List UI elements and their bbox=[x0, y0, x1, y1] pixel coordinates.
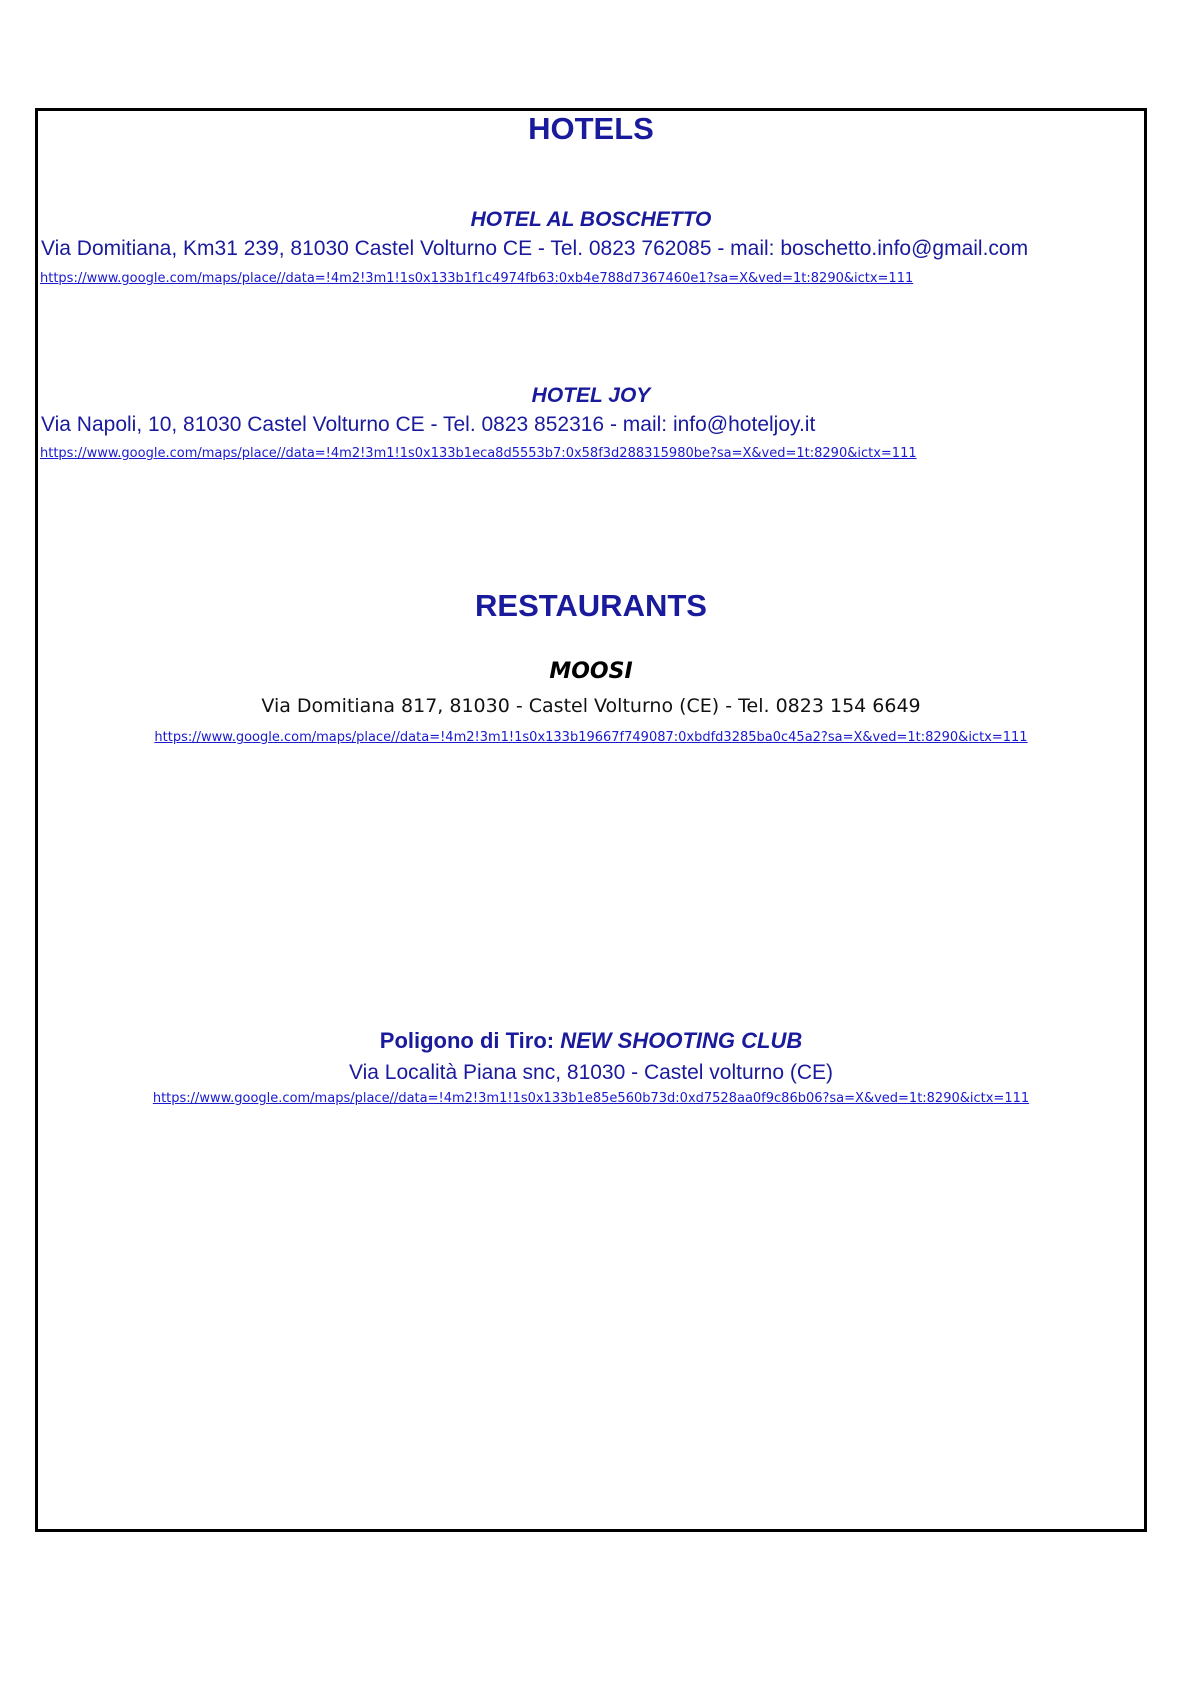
hotel-joy-name: HOTEL JOY bbox=[531, 384, 651, 407]
hotel-boschetto-name: HOTEL AL BOSCHETTO bbox=[470, 208, 712, 231]
restaurant-moosi-map-link[interactable]: https://www.google.com/maps/place//data=!4m2!3m1!1s0x133b19667f749087:0xbdfd3285ba0c45a2?sa=X&ved=1t:8290&ictx=111 bbox=[154, 730, 1028, 745]
restaurant-moosi-address: Via Domitiana 817, 81030 - Castel Volturno (CE) - Tel. 0823 154 6649 bbox=[261, 695, 921, 717]
shooting-club-title bbox=[38, 1030, 1144, 1052]
shooting-club-map-link[interactable]: https://www.google.com/maps/place//data=!4m2!3m1!1s0x133b1e85e560b73d:0xd7528aa0f9c86b06?sa=X&ved=1t:8290&ictx=111 bbox=[152, 1091, 1030, 1106]
hotel-joy-address: Via Napoli, 10, 81030 Castel Volturno CE - Tel. 0823 852316 - mail: info@hoteljoy.it bbox=[41, 413, 816, 436]
page-border bbox=[35, 108, 1147, 1532]
hotels-heading: HOTELS bbox=[528, 111, 654, 146]
shooting-club-name: NEW SHOOTING CLUB bbox=[560, 1028, 803, 1053]
hotel-joy-map-link[interactable]: https://www.google.com/maps/place//data=!4m2!3m1!1s0x133b1eca8d5553b7:0x58f3d288315980be?sa=X&ved=1t:8290&ictx=111 bbox=[40, 446, 917, 461]
restaurants-heading: RESTAURANTS bbox=[475, 588, 707, 623]
shooting-club-address: Via Località Piana snc, 81030 - Castel volturno (CE) bbox=[348, 1061, 834, 1084]
hotel-boschetto-address: Via Domitiana, Km31 239, 81030 Castel Volturno CE - Tel. 0823 762085 - mail: boschetto.info@gmail.com bbox=[41, 237, 1029, 260]
hotel-boschetto-map-link[interactable]: https://www.google.com/maps/place//data=!4m2!3m1!1s0x133b1f1c4974fb63:0xb4e788d7367460e1?sa=X&ved=1t:8290&ictx=111 bbox=[40, 271, 914, 286]
shooting-club-prefix: Poligono di Tiro: bbox=[379, 1028, 561, 1053]
restaurant-moosi-name: MOOSI bbox=[549, 659, 633, 684]
